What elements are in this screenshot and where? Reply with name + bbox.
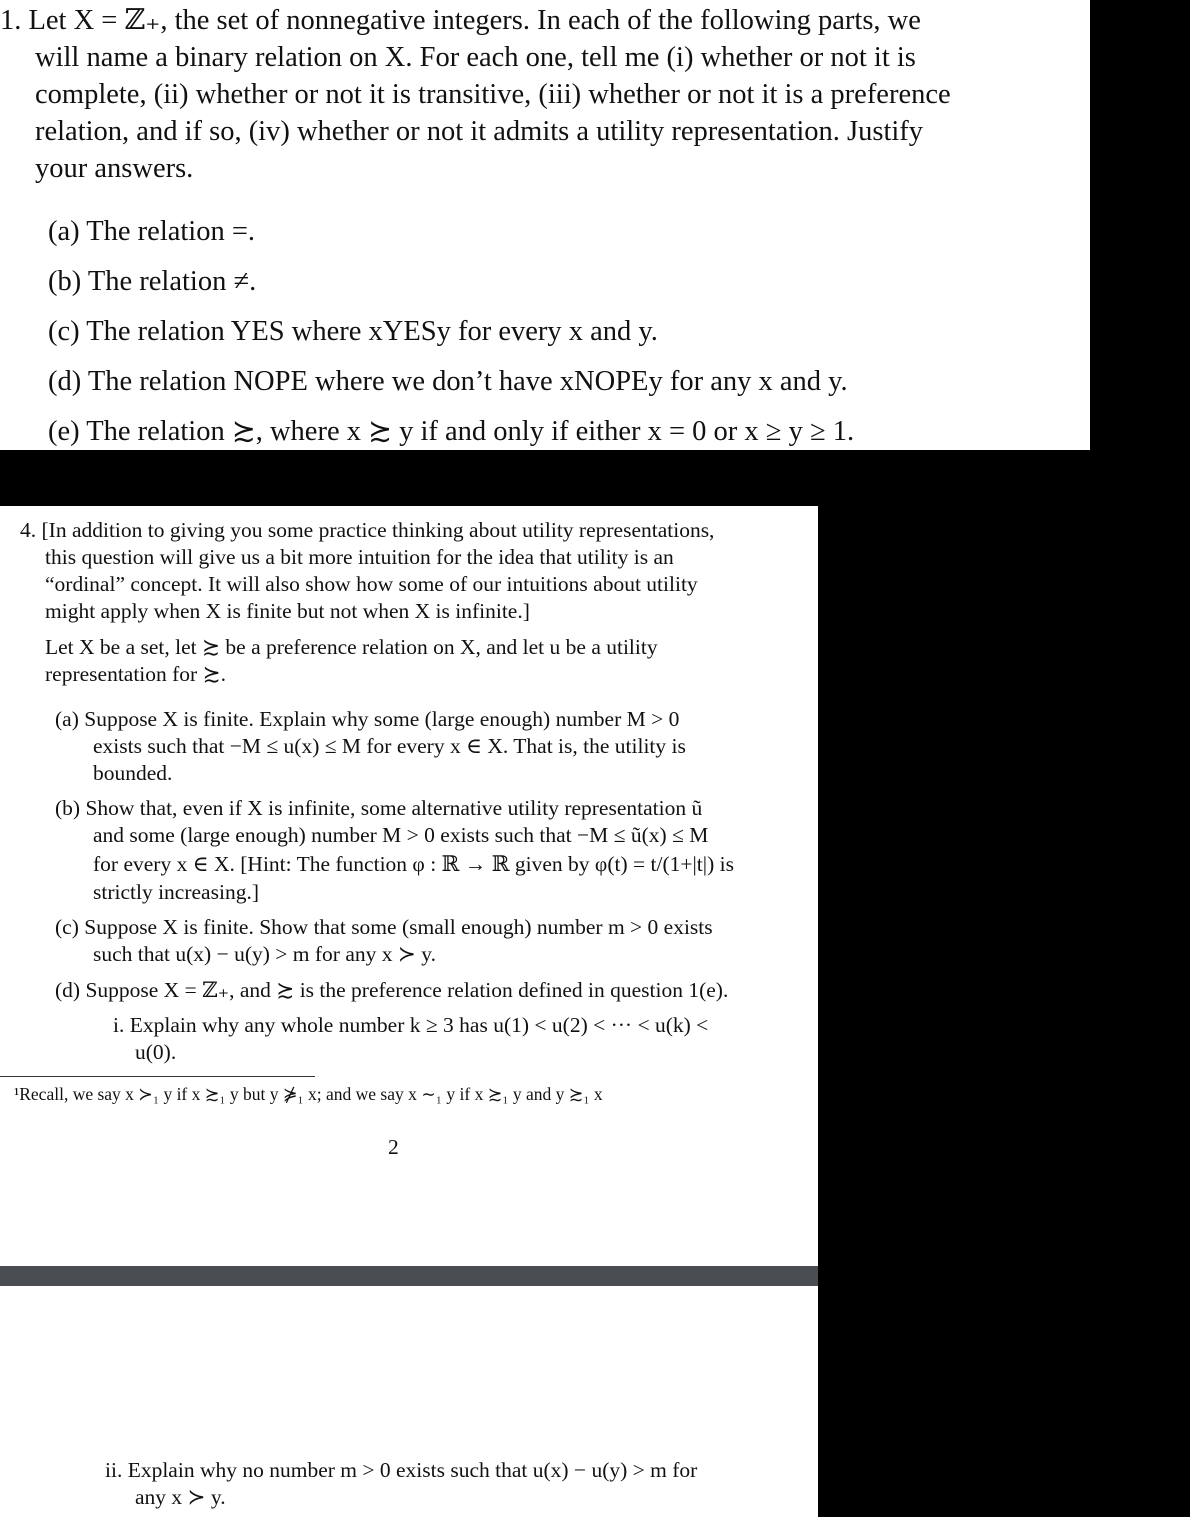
q4-intro-line-2: this question will give us a bit more intuition for the idea that utility is an (45, 545, 674, 569)
q1-line-4: relation, and if so, (iv) whether or not it admits a utility representation. Justify (35, 116, 924, 147)
q4-part-c-line-2: such that u(x) − u(y) > m for any x ≻ y. (93, 942, 436, 966)
page-separator-bar (0, 1266, 818, 1286)
q4-part-d-ii-line-1: ii. Explain why no number m > 0 exists such that u(x) − u(y) > m for (105, 1458, 698, 1482)
q1-part-a: (a) The relation =. (48, 216, 256, 247)
q4-part-b-line-3: for every x ∈ X. [Hint: The function φ : ℝ → ℝ given by φ(t) = t/(1+|t|) is (93, 852, 734, 876)
q1-part-e: (e) The relation ≿, where x ≿ y if and only if either x = 0 or x ≥ y ≥ 1. (48, 416, 855, 447)
q4-part-b-line-1: (b) Show that, even if X is infinite, some alternative utility representation ũ (55, 796, 703, 820)
q4-intro-line-3: “ordinal” concept. It will also show how some of our intuitions about utility (45, 572, 698, 596)
q1-part-b: (b) The relation ≠. (48, 266, 257, 297)
q1-line-1: 1. Let X = ℤ₊, the set of nonnegative integers. In each of the following parts, we (0, 5, 921, 36)
question-1-crop (0, 0, 1090, 450)
q4-part-b-line-2: and some (large enough) number M > 0 exists such that −M ≤ ũ(x) ≤ M (93, 823, 709, 847)
q1-part-d: (d) The relation NOPE where we don’t have xNOPEy for any x and y. (48, 366, 848, 397)
q4-part-b-line-4: strictly increasing.] (93, 880, 259, 904)
q4-intro-line-4: might apply when X is finite but not when X is infinite.] (45, 599, 530, 623)
q4-intro-line-1: 4. [In addition to giving you some practice thinking about utility representations, (20, 518, 715, 542)
footnote: ¹Recall, we say x ≻₁ y if x ≿₁ y but y ⋡₁ x; and we say x ∼₁ y if x ≿₁ y and y ≿₁ x (14, 1084, 603, 1104)
q4-setup-line-2: representation for ≿. (45, 662, 226, 686)
q1-line-2: will name a binary relation on X. For each one, tell me (i) whether or not it is (35, 42, 916, 73)
q1-line-5: your answers. (35, 153, 194, 184)
q4-part-a-line-1: (a) Suppose X is finite. Explain why some (large enough) number M > 0 (55, 707, 680, 731)
q4-part-a-line-3: bounded. (93, 761, 173, 785)
q4-part-d-ii-line-2: any x ≻ y. (135, 1485, 226, 1509)
footnote-rule (0, 1076, 315, 1077)
question-4-continuation-crop (0, 1286, 818, 1517)
q4-part-d-i-line-2: u(0). (135, 1040, 177, 1064)
q4-part-d-i-line-1: i. Explain why any whole number k ≥ 3 has u(1) < u(2) < ··· < u(k) < (113, 1013, 709, 1037)
q4-part-d: (d) Suppose X = ℤ₊, and ≿ is the preference relation defined in question 1(e). (55, 978, 729, 1002)
page-number: 2 (388, 1135, 399, 1159)
q1-part-c: (c) The relation YES where xYESy for every x and y. (48, 316, 658, 347)
q4-part-c-line-1: (c) Suppose X is finite. Show that some (small enough) number m > 0 exists (55, 915, 713, 939)
question-4-crop (0, 506, 818, 1266)
q1-line-3: complete, (ii) whether or not it is transitive, (iii) whether or not it is a preference (35, 79, 951, 110)
q4-part-a-line-2: exists such that −M ≤ u(x) ≤ M for every x ∈ X. That is, the utility is (93, 734, 686, 758)
q4-setup-line-1: Let X be a set, let ≿ be a preference relation on X, and let u be a utility (45, 635, 658, 659)
